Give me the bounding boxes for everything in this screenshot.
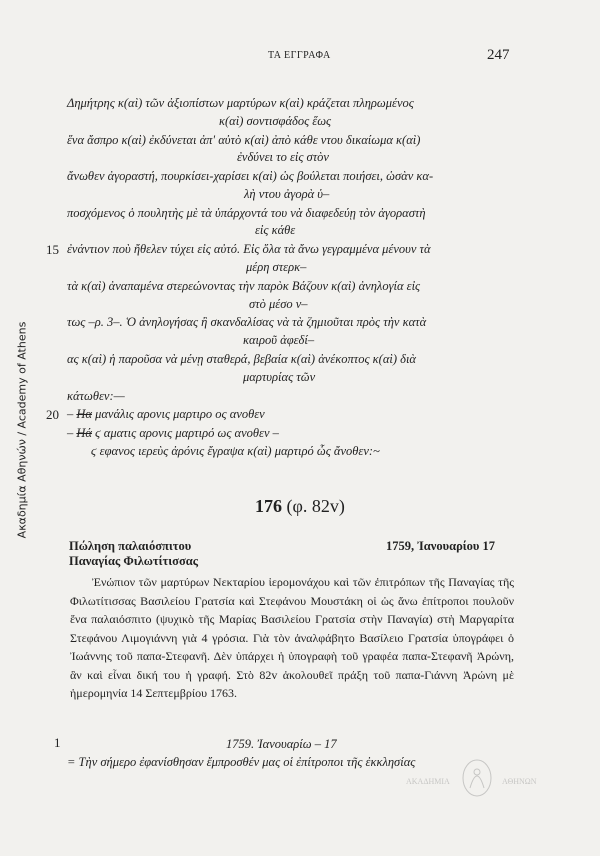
signature-dash: – — [67, 407, 77, 421]
text-line: Δημήτρης κ(αὶ) τῶν ἀξιοπίστων μαρτύρων κ(αὶ) κράζεται πληρωμένος — [67, 96, 414, 110]
struck-text: Ηά — [76, 426, 92, 440]
document-title: Πώληση παλαιόσπιτου — [69, 539, 192, 553]
witness-signature — [67, 407, 265, 422]
text-line: τὰ κ(αὶ) ἀναπαμένα στερεώνοντας τὴν παρὸκ Βάζουν κ(αὶ) ἀνηλογία εἰς — [67, 279, 421, 293]
signature-text: ϛ εφανος ιερεὺς ἀρόνις ἔγραψα κ(αὶ) μαρτιρό ὧς ἄνοθεν:~ — [91, 444, 380, 458]
text-first-line: = Τὴν σήμερο ἐφανίσθησαν ἔμπροσθέν μας οἱ ἐπίτροποι τῆς ἐκκλησίας — [67, 755, 416, 769]
witness-signature — [67, 426, 279, 441]
text-line: ἄνωθεν ἀγοραστή, πουρκίσει-χαρίσει κ(αὶ) ὡς βούλεται ποιήσει, ὡσὰν κα- — [67, 169, 434, 183]
archive-credit-vertical: Ακαδημία Αθηνών / Academy of Athens — [15, 321, 29, 539]
text-line: μέρη στερκ– — [246, 260, 307, 274]
folio-reference: (φ. 82v) — [282, 496, 345, 516]
running-title: ΤΑ ΕΓΓΡΑΦΑ — [268, 50, 331, 61]
text-line: μαρτυρίας τῶν — [243, 370, 316, 384]
text-line: καιροῦ ἀφεδί– — [243, 333, 315, 347]
text-line: κάτωθεν:— — [67, 389, 125, 403]
signature-dash: – — [67, 426, 77, 440]
text-line: εἰς κάθε — [255, 223, 296, 237]
page-number: 247 — [487, 47, 510, 63]
text-line: ἐνάντιον ποὺ ἤθελεν τύχει εἰς αὐτό. Εἰς ὅλα τὰ ἄνω γεγραμμένα μένουν τὰ — [67, 242, 431, 256]
text-line: ἐνδύνει το εἰς στὸν — [237, 150, 329, 164]
line-number: 15 — [46, 242, 59, 257]
seal-text-right: ΑΘΗΝΩΝ — [502, 777, 537, 786]
text-line: ας κ(αὶ) ἡ παροῦσα νὰ μένῃ σταθερά, βεβαία κ(αὶ) ἀνέκοπτος κ(αὶ) διὰ — [67, 352, 416, 366]
academy-seal-watermark — [402, 758, 552, 798]
document-heading — [0, 496, 600, 517]
line-number: 20 — [46, 407, 59, 422]
scribe-signature — [91, 444, 380, 459]
text-line: στὸ μέσο ν– — [249, 297, 308, 311]
document-title: Παναγίας Φιλωτίτισσας — [69, 554, 198, 568]
text-line: λὴ ντου ἀγορὰ ὑ– — [244, 187, 330, 201]
document-number: 176 — [255, 496, 283, 516]
seal-icon — [402, 758, 552, 798]
struck-text: Ηα — [76, 407, 92, 421]
signature-text: ϛ αματις αρονις μαρτιρό ως ανοθεν – — [91, 426, 279, 440]
text-date-line: 1759. Ἰανουαρίω – 17 — [226, 737, 337, 751]
signature-text: μανάλις αρονις μαρτιρο ος ανοθεν — [91, 407, 265, 421]
line-number: 1 — [54, 735, 61, 750]
text-line: ἕνα ἄσπρο κ(αὶ) ἐκδύνεται ἀπ' αὐτὸ κ(αὶ) ἀπὸ κάθε ντου δικαίωμα κ(αὶ) — [67, 133, 421, 147]
text-line: τως –ρ. 3–. Ὁ ἀνηλογήσας ἢ σκανδαλίσας νὰ τὰ ζημιοῦται πρὸς τὴν κατὰ — [67, 315, 427, 329]
seal-text-left: ΑΚΑΔΗΜΙΑ — [406, 777, 450, 786]
text-line: ποσχόμενος ὁ πουλητὴς μὲ τὰ ὑπάρχοντά του νὰ διαφεδεύῃ τὸν ἀγοραστὴ — [67, 206, 426, 220]
text-line: κ(αὶ) σοντισφάδος ἕως — [219, 114, 332, 128]
document-date: 1759, Ἰανουαρίου 17 — [386, 539, 495, 553]
document-summary: Ἐνώπιον τῶν μαρτύρων Νεκταρίου ἱερομονάχου καὶ τῶν ἐπιτρόπων τῆς Παναγίας τῆς Φιλωτίτισσας Βασιλείου Γρατσία καὶ Στεφάνου Μουστάκη οἱ ὡς ἄνω ἐπίτροποι πουλοῦν ἕνα παλαιόσπιτο (ψυχικὸ τῆς Μαρίας Βασιλείου Γρατσία στὴν Παναγία) στὴ Μαργαρίτα Στεφάνου Λιμογιάννη γιὰ 4 γρόσια. Γιὰ τὸν ἀναλφάβητο Βασίλειο Γρατσία ὑπογράφει ὁ Ἰωάννης τοῦ παπα-Στεφανῆ. Δὲν ὑπάρχει ἡ ὑπογραφὴ τοῦ γραφέα παπα-Στεφανῆ Ἀρώνη, ἂν καὶ εἶναι δική του ἡ γραφή. Στὸ 82v ἀκολουθεῖ πράξη τοῦ παπα-Γιάννη Ἀρώνη μὲ ἡμερομηνία 14 Σεπτεμβρίου 1763. — [70, 575, 514, 700]
